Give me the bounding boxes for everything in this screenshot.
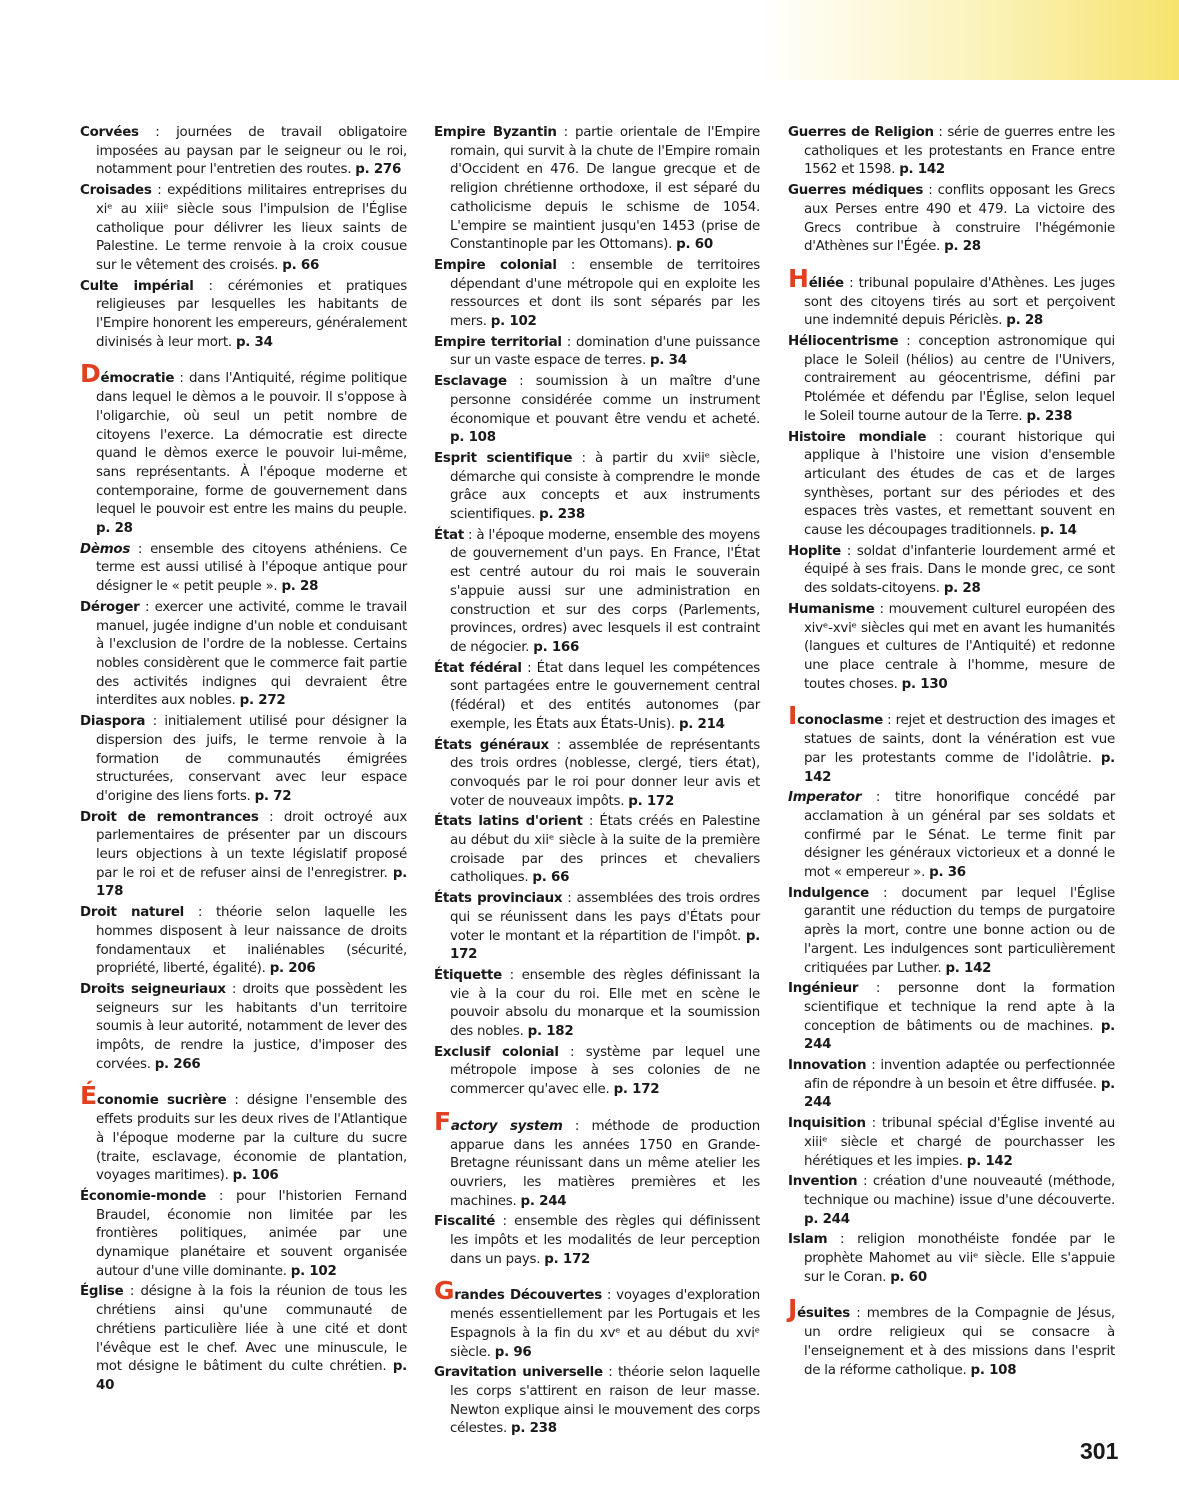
glossary-entry — [788, 429, 1115, 541]
glossary-definition: voyages d'exploration menés essentiellement par les Portugais et les Espagnols à la fin du xvᵉ et au début du xviᵉ siècle. — [450, 1288, 760, 1360]
page-reference: p. 206 — [269, 961, 316, 977]
glossary-definition: théorie selon laquelle les corps s'attirent en raison de leur masse. Newton explique ainsi le mouvement des corps célestes. — [450, 1365, 760, 1437]
page-reference: p. 106 — [232, 1168, 279, 1184]
glossary-entry — [788, 701, 1115, 787]
glossary-term: conoclasme — [797, 713, 884, 729]
page-reference: p. 142 — [945, 960, 992, 976]
glossary-entry — [434, 1276, 760, 1362]
glossary-entry — [788, 601, 1115, 695]
term-separator: : — [501, 967, 522, 983]
glossary-definition: à l'époque moderne, ensemble des moyens de gouvernement d'un pays. En France, l'État est centré autour du roi mais le souverain s'appuie aussi sur une administration en construction et sur des corps (Parlements, provinces, ordres) avec lesquels il est contraint de négocier. — [450, 527, 760, 655]
glossary-entry — [788, 980, 1115, 1055]
glossary-definition: invention adaptée ou perfectionnée afin de répondre à un besoin et être diffusée. — [804, 1058, 1115, 1092]
glossary-entry — [434, 660, 760, 735]
page-reference: p. 108 — [970, 1362, 1017, 1378]
glossary-entry — [434, 1044, 760, 1100]
glossary-term: Hoplite — [788, 543, 841, 559]
glossary-term: Étiquette — [434, 967, 502, 983]
glossary-term: Invention — [788, 1174, 858, 1190]
term-separator: : — [582, 814, 600, 830]
page-reference: p. 244 — [804, 1018, 1115, 1053]
page-reference: p. 60 — [676, 237, 713, 253]
glossary-term: Imperator — [788, 790, 862, 806]
term-separator: : — [258, 809, 284, 825]
page-reference: p. 166 — [533, 639, 580, 655]
glossary-term: Héliocentrisme — [788, 334, 899, 350]
glossary-column-2 — [434, 124, 760, 1441]
glossary-entry — [80, 1081, 407, 1186]
term-separator: : — [843, 275, 859, 291]
glossary-definition: méthode de production apparue dans les années 1750 en Grande-Bretagne réunissant dans un même atelier les ouvriers, les matières premières et les machines. — [450, 1118, 760, 1209]
glossary-definition: ensemble des citoyens athéniens. Ce terme est aussi utilisé à l'époque antique pour désigner le « petit peuple ». — [96, 541, 407, 595]
page-reference: p. 244 — [520, 1193, 567, 1209]
term-separator: : — [558, 1044, 586, 1060]
page-reference: p. 28 — [1006, 313, 1043, 329]
page-number: 301 — [1080, 1438, 1119, 1464]
page-reference: p. 182 — [527, 1024, 574, 1040]
drop-cap-letter: D — [80, 359, 101, 389]
glossary-entry — [788, 1231, 1115, 1287]
glossary-term: Église — [80, 1284, 124, 1300]
glossary-term: États latins d'orient — [434, 814, 583, 830]
glossary-definition: tribunal spécial d'Église inventé au xiiiᵉ siècle et chargé de pourchasser les hérétiques et les impies. — [804, 1116, 1115, 1169]
page-reference: p. 266 — [154, 1056, 201, 1072]
page-reference: p. 102 — [490, 314, 537, 330]
term-separator: : — [861, 790, 895, 806]
term-separator: : — [174, 371, 189, 387]
glossary-definition: soldat d'infanterie lourdement armé et équipé à ses frais. Dans le monde grec, ce sont des soldats-citoyens. — [804, 543, 1115, 597]
glossary-definition: expéditions militaires entreprises du xiᵉ au xiiiᵉ siècle sous l'impulsion de l'Église catholique pour délivrer les lieux saints de Palestine. Le terme renvoie à la croix cousue sur le vêtement des croisés. — [96, 183, 407, 273]
glossary-entry — [434, 1364, 760, 1439]
page-reference: p. 40 — [96, 1359, 407, 1393]
glossary-column-1 — [80, 124, 407, 1398]
page-reference: p. 238 — [511, 1421, 557, 1437]
term-separator: : — [225, 981, 243, 997]
term-separator: : — [866, 1058, 881, 1074]
glossary-term: Exclusif colonial — [434, 1044, 559, 1060]
glossary-term: Gravitation universelle — [434, 1365, 603, 1381]
page-reference: p. 172 — [544, 1251, 591, 1267]
glossary-definition: partie orientale de l'Empire romain, qui survit à la chute de l'Empire romain d'Occident en 476. De langue grecque et de religion chrétienne orthodoxe, il est séparé du catholicisme depuis le schisme de 1054. L'empire se maintient jusqu'en 1453 (prise de Constantinople par les Ottomans). — [450, 125, 760, 253]
page-reference: p. 96 — [494, 1344, 532, 1360]
page-reference: p. 28 — [944, 239, 981, 255]
glossary-definition: série de guerres entre les catholiques et les protestants en France entre 1562 et 1598. — [804, 125, 1115, 178]
page-reference: p. 66 — [532, 870, 570, 886]
page-reference: p. 28 — [943, 581, 981, 597]
term-separator: : — [556, 257, 590, 273]
page-reference: p. 276 — [355, 162, 402, 178]
term-separator: : — [602, 1365, 619, 1381]
page-reference: p. 72 — [254, 788, 292, 804]
glossary-entry — [434, 890, 760, 965]
glossary-definition: désigne à la fois la réunion de tous les chrétiens ainsi qu'une communauté de chrétiens particulière liée à une cité et dont l'évêque est le chef. Avec une minuscule, le mot désigne le bâtiment du culte chrétien. — [96, 1284, 407, 1375]
glossary-entry — [80, 904, 407, 979]
glossary-entry — [434, 813, 760, 888]
drop-cap-letter: G — [434, 1276, 455, 1306]
glossary-definition: théorie selon laquelle les hommes disposent à leur naissance de droits fondamentaux et inaliénables (sécurité, propriété, liberté, égalité). — [96, 905, 407, 977]
glossary-term: Corvées — [80, 125, 139, 140]
glossary-term: Ingénieur — [788, 981, 859, 997]
glossary-definition: création d'une nouveauté (méthode, technique ou machine) issue d'une découverte. — [804, 1174, 1115, 1208]
term-separator: : — [184, 905, 217, 921]
glossary-term: Humanisme — [788, 601, 875, 617]
drop-cap-letter: F — [434, 1106, 451, 1136]
glossary-entry — [80, 1283, 407, 1395]
glossary-definition: désigne l'ensemble des effets produits sur les deux rives de l'Atlantique à l'époque moderne par la culture du sucre (traite, esclavage, économie de plantation, voyages maritimes). — [96, 1093, 407, 1184]
term-separator: : — [858, 981, 898, 997]
glossary-definition: soumission à un maître d'une personne considérée comme un instrument économique et pouvant être vendu et acheté. — [450, 374, 760, 427]
drop-cap-letter: J — [788, 1294, 798, 1324]
page-reference: p. 142 — [966, 1153, 1013, 1169]
page-reference: p. 28 — [96, 521, 133, 537]
page-reference: p. 178 — [96, 865, 407, 900]
term-separator: : — [495, 1214, 515, 1230]
glossary-term: État fédéral — [434, 660, 522, 676]
glossary-definition: courant historique qui applique à l'histoire une vision d'ensemble articulant des études de cas et de larges synthèses, portant sur des périodes et des espaces très vastes, et remettant souvent en cause les découpages traditionnels. — [804, 429, 1115, 539]
glossary-definition: conception astronomique qui place le Soleil (hélios) au centre de l'Univers, contrairement au géocentrisme, défini par Ptolémée et défendu par l'Église, selon lequel le Soleil tourne autour de la Terre. — [804, 334, 1115, 424]
glossary-term: Droit de remontrances — [80, 809, 259, 825]
page-reference: p. 60 — [890, 1269, 927, 1285]
glossary-term: Empire colonial — [434, 257, 557, 273]
glossary-entry — [434, 124, 760, 255]
glossary-term: Guerres médiques — [788, 183, 924, 199]
glossary-definition: assemblée de représentants des trois ordres (noblesse, clergé, tiers état), convoqués par le roi pour donner leur avis et voter de nouveaux impôts. — [450, 737, 760, 809]
glossary-term: Fiscalité — [434, 1214, 496, 1230]
glossary-term: actory system — [450, 1118, 563, 1134]
term-separator: : — [561, 334, 576, 350]
glossary-entry — [788, 333, 1115, 427]
page-reference: p. 28 — [281, 579, 319, 595]
glossary-entry — [788, 543, 1115, 599]
glossary-entry — [80, 541, 407, 597]
term-separator: : — [123, 1284, 141, 1300]
page-reference: p. 238 — [1026, 408, 1073, 424]
glossary-definition: cérémonies et pratiques religieuses par lesquelles les habitants de l'Empire honorent les empereurs, généralement divinisés à leur mort. — [96, 278, 408, 350]
glossary-entry — [434, 527, 760, 658]
glossary-entry — [788, 182, 1115, 257]
glossary-definition: membres de la Compagnie de Jésus, un ordre religieux qui se consacre à l'enseignement et à des missions dans l'esprit de la réforme catholique. — [804, 1306, 1116, 1378]
glossary-term: États provinciaux — [434, 891, 563, 907]
term-separator: : — [926, 429, 956, 445]
corner-accent-band — [759, 0, 1179, 80]
glossary-entry — [80, 124, 407, 180]
glossary-term: Culte impérial — [80, 278, 194, 294]
glossary-term: Islam — [788, 1232, 828, 1248]
glossary-entry — [80, 359, 407, 538]
term-separator: : — [562, 1118, 592, 1134]
term-separator: : — [874, 601, 889, 617]
term-separator: : — [923, 183, 938, 199]
drop-cap-letter: H — [788, 263, 809, 293]
glossary-entry — [788, 263, 1115, 331]
drop-cap-letter: I — [788, 701, 798, 731]
page-reference: p. 14 — [1039, 523, 1077, 539]
glossary-definition: ensemble de territoires dépendant d'une métropole qui en exploite les ressources et dont ils sont séparés par les mers. — [450, 257, 760, 330]
term-separator: : — [226, 1093, 247, 1109]
term-separator: : — [868, 885, 902, 901]
glossary-entry — [788, 1057, 1115, 1113]
term-separator: : — [933, 125, 948, 140]
term-separator: : — [464, 527, 477, 543]
term-separator: : — [145, 714, 165, 730]
glossary-term: conomie sucrière — [96, 1093, 227, 1109]
glossary-term: Empire Byzantin — [434, 125, 557, 140]
page-reference: p. 238 — [539, 507, 585, 523]
term-separator: : — [572, 450, 595, 466]
glossary-entry — [788, 124, 1115, 180]
page-reference: p. 214 — [678, 716, 725, 732]
term-separator: : — [827, 1232, 858, 1248]
glossary-term: Esclavage — [434, 374, 507, 390]
glossary-term: randes Découvertes — [454, 1288, 602, 1304]
term-separator: : — [139, 599, 155, 615]
glossary-term: Dèmos — [80, 541, 131, 557]
term-separator: : — [521, 660, 537, 676]
page-reference: p. 172 — [613, 1082, 660, 1098]
glossary-definition: document par lequel l'Église garantit une réduction du temps de purgatoire après la mort, contre une bonne action ou de l'argent. Les indulgences sont particulièrement critiquées par Luther. — [804, 885, 1116, 976]
glossary-entry — [80, 599, 407, 711]
page-reference: p. 244 — [804, 1076, 1116, 1111]
glossary-term: Croisades — [80, 183, 152, 199]
glossary-definition: assemblées des trois ordres qui se réunissent dans les pays d'États pour voter le montant et la répartition de l'impôt. — [450, 891, 760, 944]
term-separator: : — [865, 1116, 882, 1132]
glossary-term: Guerres de Religion — [788, 125, 934, 140]
glossary-definition: conflits opposant les Grecs aux Perses entre 490 et 479. La victoire des Grecs contribue à construire l'hégémonie d'Athènes sur l'Égée. — [804, 183, 1115, 255]
glossary-entry — [434, 1106, 760, 1212]
term-separator: : — [857, 1174, 873, 1190]
glossary-definition: tribunal populaire d'Athènes. Les juges sont des citoyens tirés au sort et perçoivent une indemnité depuis Périclès. — [804, 275, 1115, 329]
glossary-term: Économie-monde — [80, 1188, 207, 1204]
term-separator: : — [556, 125, 575, 140]
page-reference: p. 272 — [239, 693, 286, 709]
glossary-term: Empire territorial — [434, 334, 562, 350]
term-separator: : — [506, 374, 536, 390]
glossary-entry — [80, 1188, 407, 1282]
glossary-definition: droits que possèdent les seigneurs sur les habitants d'un territoire soumis à leur autorité, notamment de lever des impôts, de rendre la justice, d'imposer des corvées. — [96, 981, 407, 1072]
glossary-entry — [80, 182, 407, 276]
glossary-term: États généraux — [434, 737, 549, 753]
glossary-definition: domination d'une puissance sur un vaste espace de terres. — [450, 334, 760, 369]
glossary-entry — [80, 981, 407, 1075]
glossary-column-3 — [788, 124, 1115, 1382]
glossary-definition: initialement utilisé pour désigner la dispersion des juifs, le terme renvoie à la formation de communautés émigrées structurées, conservant avec leur espace d'origine des liens forts. — [96, 714, 407, 804]
term-separator: : — [898, 334, 919, 350]
glossary-definition: système par lequel une métropole impose à ses colonies de ne commercer qu'avec elle. — [450, 1044, 761, 1098]
glossary-definition: à partir du xviiᵉ siècle, démarche qui consiste à comprendre le monde grâce aux concepts et aux instruments scientifiques. — [450, 450, 761, 523]
page-reference: p. 172 — [628, 793, 675, 809]
glossary-term: Indulgence — [788, 885, 869, 901]
page-reference: p. 102 — [290, 1263, 337, 1279]
page-reference: p. 130 — [901, 676, 948, 692]
glossary-term: Droit naturel — [80, 905, 184, 921]
glossary-term: Innovation — [788, 1058, 867, 1074]
glossary-term: Diaspora — [80, 714, 146, 730]
glossary-term: Déroger — [80, 599, 140, 615]
glossary-definition: exercer une activité, comme le travail manuel, jugée indigne d'un noble et conduisant à l'exclusion de l'ordre de la noblesse. Certains nobles considèrent que le commerce fait partie des activités indignes qui devraient être interdites aux nobles. — [96, 599, 407, 709]
glossary-entry — [434, 737, 760, 812]
page-reference: p. 108 — [450, 430, 496, 446]
glossary-entry — [434, 373, 760, 448]
glossary-entry — [434, 450, 760, 525]
glossary-definition: ensemble des règles définissant la vie à la cour du roi. Elle met en scène le pouvoir absolu du monarque et la soumission des nobles. — [450, 967, 760, 1040]
glossary-term: Droits seigneuriaux — [80, 981, 226, 997]
term-separator: : — [849, 1306, 867, 1322]
glossary-term: ésuites — [797, 1306, 850, 1322]
glossary-entry — [434, 967, 760, 1042]
term-separator: : — [562, 891, 577, 907]
glossary-definition: journées de travail obligatoire imposées au paysan par le seigneur ou le roi, notamment pour l'entretien des routes. — [96, 125, 407, 178]
glossary-entry — [434, 334, 760, 371]
page-reference: p. 172 — [450, 928, 760, 963]
page-reference: p. 142 — [899, 162, 945, 178]
glossary-entry — [80, 809, 407, 903]
glossary-definition: dans l'Antiquité, régime politique dans lequel le dèmos a le pouvoir. Il s'oppose à l'oligarchie, où seul un petit nombre de citoyens l'exerce. La démocratie est directe quand le dèmos exerce le pouvoir lui-même, sans représentants. À l'époque moderne et contemporaine, forme de gouvernement dans lequel le pouvoir est entre les mains du peuple. — [96, 371, 407, 518]
glossary-entry — [80, 713, 407, 807]
term-separator: : — [601, 1288, 617, 1304]
page-reference: p. 244 — [804, 1211, 850, 1227]
term-separator: : — [151, 183, 168, 199]
glossary-definition: États créés en Palestine au début du xiiᵉ siècle à la suite de la première croisade par des princes et chevaliers catholiques. — [450, 814, 760, 886]
term-separator: : — [883, 713, 896, 729]
glossary-definition: droit octroyé aux parlementaires de présenter par un discours leurs objections à un texte législatif proposé par le roi et de refuser ainsi de l'enregistrer. — [96, 809, 407, 881]
term-separator: : — [138, 125, 177, 140]
glossary-entry — [788, 789, 1115, 883]
term-separator: : — [840, 543, 857, 559]
page-reference: p. 34 — [235, 334, 273, 350]
glossary-term: éliée — [808, 275, 844, 291]
glossary-entry — [788, 1294, 1116, 1380]
glossary-definition: rejet et destruction des images et statues de saints, dont la vénération est vue par les protestants comme de l'idolâtrie. — [804, 713, 1115, 766]
drop-cap-letter: É — [80, 1081, 97, 1111]
glossary-entry — [788, 1173, 1115, 1229]
glossary-definition: pour l'historien Fernand Braudel, économie non limitée par les frontières politiques, animée par une dynamique planétaire et souvent organisée autour d'une ville dominante. — [96, 1188, 407, 1279]
page-reference: p. 142 — [804, 750, 1115, 785]
page-reference: p. 66 — [282, 257, 320, 273]
term-separator: : — [206, 1188, 236, 1204]
page-reference: p. 36 — [929, 865, 966, 881]
glossary-entry — [434, 1213, 760, 1269]
glossary-term: Esprit scientifique — [434, 450, 573, 466]
glossary-definition: personne dont la formation scientifique et technique la rend apte à la conception de bâtiments ou de machines. — [804, 981, 1116, 1034]
glossary-definition: mouvement culturel européen des xivᵉ-xviᵉ siècles qui met en avant les humanités (langues et cultures de l'Antiquité) et redonne une place centrale à l'homme, mesure de toutes choses. — [804, 601, 1115, 692]
glossary-definition: ensemble des règles qui définissent les impôts et les modalités de leur perception dans un pays. — [450, 1214, 760, 1267]
glossary-entry — [434, 257, 760, 332]
glossary-entry — [80, 278, 407, 353]
glossary-definition: État dans lequel les compétences sont partagées entre le gouvernement central (fédéral) et des entités autonomes (par exemple, les États aux États-Unis). — [450, 660, 761, 732]
glossary-entry — [788, 1115, 1115, 1171]
term-separator: : — [193, 278, 228, 294]
term-separator: : — [130, 541, 151, 557]
glossary-term: Histoire mondiale — [788, 429, 927, 445]
term-separator: : — [548, 737, 569, 753]
glossary-term: Inquisition — [788, 1116, 866, 1132]
glossary-definition: titre honorifique concédé par acclamation à un général par ses soldats et confirmé par le Sénat. Le terme finit par désigner les généraux victorieux et a donné le mot « empereur ». — [804, 790, 1115, 881]
glossary-term: État — [434, 527, 464, 543]
page-reference: p. 34 — [650, 353, 687, 369]
glossary-term: émocratie — [100, 371, 175, 387]
glossary-entry — [788, 885, 1115, 979]
glossary-definition: religion monothéiste fondée par le prophète Mahomet au viiᵉ siècle. Elle s'appuie sur le Coran. — [804, 1232, 1116, 1285]
